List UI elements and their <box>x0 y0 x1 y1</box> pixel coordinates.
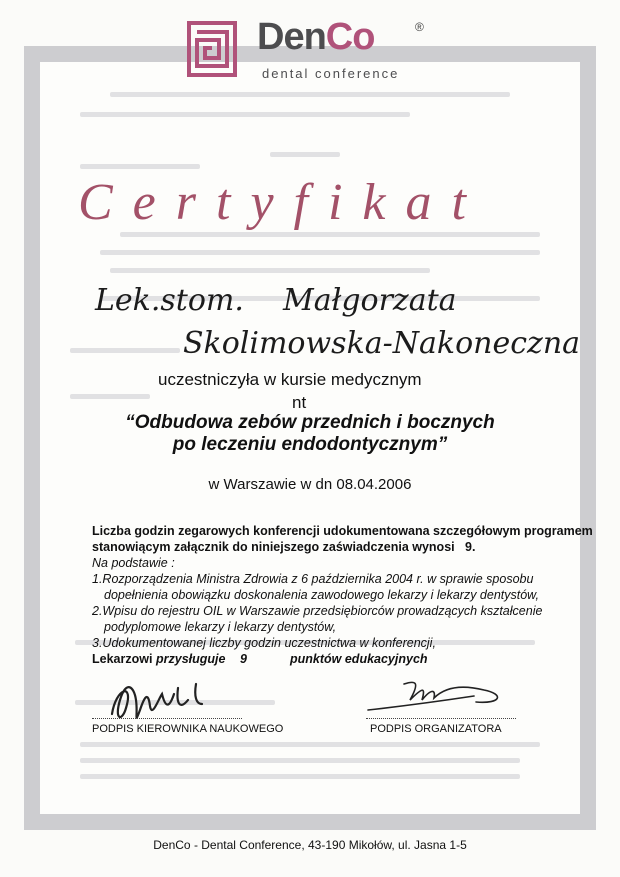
topic-prefix: nt <box>292 393 307 412</box>
points-verb: przysługuje <box>156 652 226 666</box>
participation-text: uczestniczyła w kursie medycznym <box>158 370 422 389</box>
footer-address: DenCo - Dental Conference, 43-190 Mikołów, ul. Jasna 1-5 <box>153 838 467 852</box>
scientific-signature-line <box>92 718 242 719</box>
organizer-signature-line <box>366 718 516 719</box>
certificate-title: Certyfikat <box>78 174 486 231</box>
logo-brand <box>257 16 374 59</box>
scientific-signature <box>104 670 214 728</box>
basis-item-3-line1: 3.Udokumentowanej liczby godzin uczestnictwa w konferencji, <box>92 636 436 650</box>
basis-item-1-line1: 1.Rozporządzenia Ministra Zdrowia z 6 października 2004 r. w sprawie sposobu <box>92 572 534 586</box>
points-prefix: Lekarzowi <box>92 652 153 666</box>
logo-brand-co: Co <box>325 16 375 58</box>
basis-item-2-line2: podyplomowe lekarzy i lekarzy dentystów, <box>104 620 337 634</box>
recipient-first-name: Małgorzata <box>283 283 457 318</box>
recipient-last-name: Skolimowska-Nakoneczna <box>183 326 581 361</box>
course-title-line1: “Odbudowa zebów przednich i bocznych <box>125 412 495 433</box>
place-date: w Warszawie w dn 08.04.2006 <box>208 476 412 493</box>
logo-brand-den: Den <box>257 16 326 58</box>
logo-subtitle: dental conference <box>262 66 400 81</box>
basis-item-2-line1: 2.Wpisu do rejestru OIL w Warszawie przedsiębiorców prowadzących kształcenie <box>92 604 543 618</box>
basis-label: Na podstawie : <box>92 556 175 570</box>
points-value: 9 <box>240 652 247 666</box>
hours-line2-text: stanowiącym załącznik do niniejszego zaświadczenia wynosi <box>92 540 455 554</box>
hours-value: 9. <box>465 540 476 554</box>
points-suffix: punktów edukacyjnych <box>290 652 428 666</box>
organizer-signature <box>364 672 514 718</box>
denco-logo-icon <box>186 20 238 78</box>
recipient-title: Lek.stom. <box>95 283 244 318</box>
registered-mark: ® <box>415 20 424 34</box>
organizer-signature-label: PODPIS ORGANIZATORA <box>370 723 502 735</box>
course-title-line2: po leczeniu endodontycznym” <box>172 434 448 455</box>
basis-item-1-line2: dopełnienia obowiązku doskonalenia zawodowego lekarzy i lekarzy dentystów, <box>104 588 539 602</box>
scientific-signature-label: PODPIS KIEROWNIKA NAUKOWEGO <box>92 723 284 735</box>
hours-line2 <box>92 540 475 554</box>
hours-line1: Liczba godzin zegarowych konferencji udokumentowana szczegółowym programem <box>92 524 593 538</box>
